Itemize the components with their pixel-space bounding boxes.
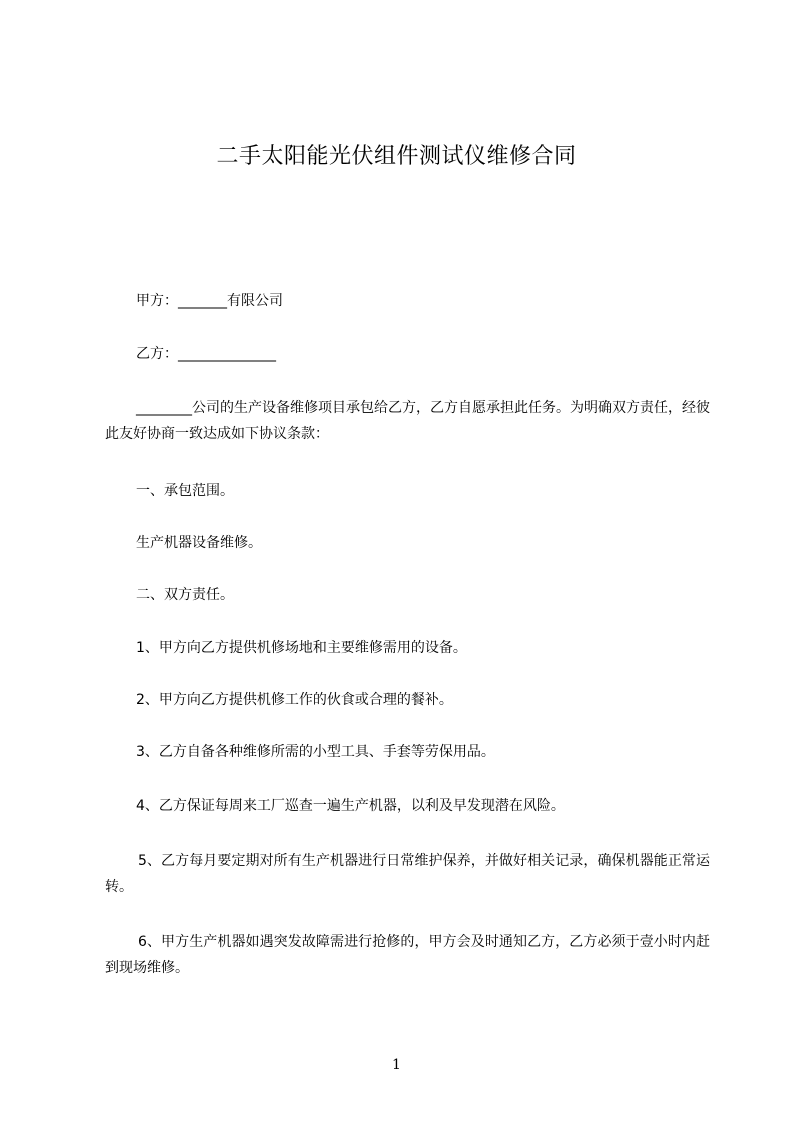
section-1-body: 生产机器设备维修。	[136, 535, 262, 551]
document-title: 二手太阳能光伏组件测试仪维修合同	[216, 144, 577, 169]
clause-3: 3、乙方自备各种维修所需的小型工具、手套等劳保用品。	[136, 744, 495, 760]
clause-6: 6、甲方生产机器如遇突发故障需进行抢修的，甲方会及时通知乙方，乙方必须于壹小时内赶到现场维修。	[105, 934, 710, 976]
section-1-heading: 一、承包范围。	[136, 483, 234, 499]
intro-paragraph: ________公司的生产设备维修项目承包给乙方，乙方自愿承担此任务。为明确双方责任，经彼此友好协商一致达成如下协议条款：	[105, 400, 710, 442]
party-a-line: 甲方：_______有限公司	[136, 293, 283, 309]
clause-2: 2、甲方向乙方提供机修工作的伙食或合理的餐补。	[136, 692, 453, 708]
clause-4: 4、乙方保证每周来工厂巡查一遍生产机器，以利及早发现潜在风险。	[136, 798, 565, 814]
section-2-heading: 二、双方责任。	[136, 587, 234, 603]
page-number: 1	[392, 1057, 401, 1073]
party-b-line: 乙方：______________	[136, 346, 276, 362]
clause-5: 5、乙方每月要定期对所有生产机器进行日常维护保养，并做好相关记录，确保机器能正常运转。	[105, 853, 710, 895]
clause-1: 1、甲方向乙方提供机修场地和主要维修需用的设备。	[136, 640, 467, 656]
